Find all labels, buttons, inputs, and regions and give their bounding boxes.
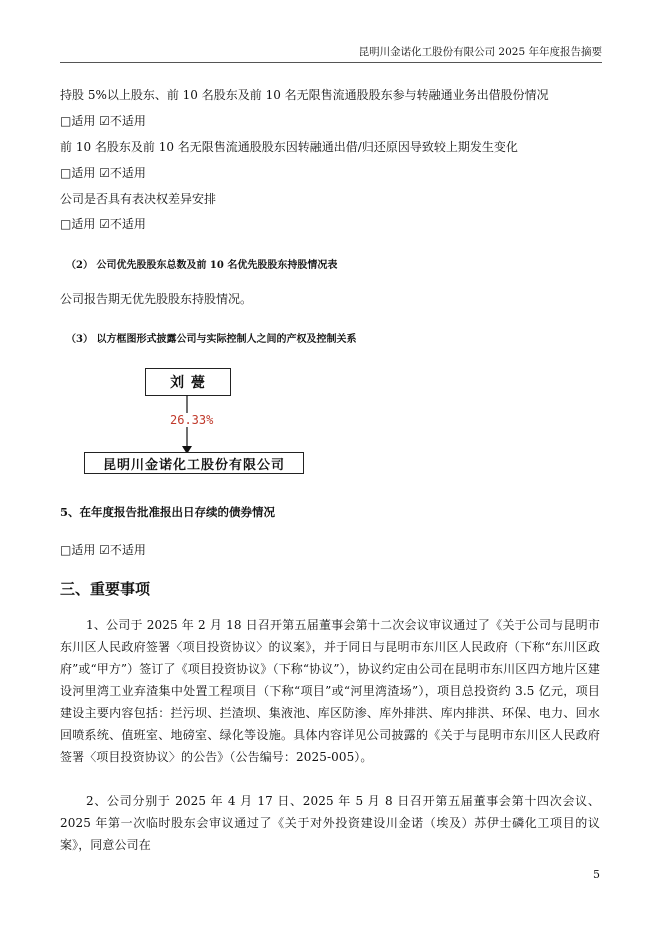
ownership-percentage: 26.33%: [170, 413, 214, 427]
page-number: 5: [593, 868, 600, 881]
major-matter-paragraph-2: 2、公司分别于 2025 年 4 月 17 日、2025 年 5 月 8 日召开第五届董事会第十四次会议、2025 年第一次临时股东会审议通过了《关于对外投资建设川金诺（埃及）苏伊士磷化工项目的议案》，同意公司在: [60, 794, 600, 852]
header-title: 昆明川金诺化工股份有限公司 2025 年年度报告摘要: [358, 46, 602, 58]
section5-heading: 5、在年度报告批准报出日存续的债券情况: [60, 505, 275, 519]
section3-heading: （3） 以方框图形式披露公司与实际控制人之间的产权及控制关系: [66, 334, 357, 345]
major-matters-heading: 三、重要事项: [60, 580, 151, 598]
section2-text: 公司报告期无优先股股东持股情况。: [60, 292, 253, 306]
a2-text: □适用 ☑不适用: [60, 166, 146, 180]
company-box: [84, 452, 304, 474]
a3-text: □适用 ☑不适用: [60, 217, 146, 231]
a1-text: □适用 ☑不适用: [60, 114, 146, 128]
controller-name: 刘 甍: [170, 375, 206, 391]
q3-text: 公司是否具有表决权差异安排: [60, 192, 217, 206]
company-name: 昆明川金诺化工股份有限公司: [102, 457, 285, 473]
section2-heading: （2） 公司优先股股东总数及前 10 名优先股股东持股情况表: [66, 260, 338, 271]
section5-answer: □适用 ☑不适用: [60, 543, 146, 557]
major-matter-paragraph-1: 1、公司于 2025 年 2 月 18 日召开第五届董事会第十二次会议审议通过了《关于公司与昆明市东川区人民政府签署〈项目投资协议〉的议案》，并于同日与昆明市东川区人民政府（下称“东川区政府”或“甲方”）签订了《项目投资协议》（下称“协议”），协议约定由公司在昆明市东川区四方地片区建设河里湾工业弃渣集中处置工程项目（下称“项目”或“河里湾渣场”），项目总投资约 3.5 亿元，项目建设主要内容包括：拦污坝、拦渣坝、集液池、库区防渗、库外排洪、库内排洪、环保、电力、回水回喷系统、值班室、地磅室、绿化等设施。具体内容详见公司披露的《关于与昆明市东川区人民政府签署〈项目投资协议〉的公告》（公告编号：2025-005）。: [60, 618, 600, 764]
q2-text: 前 10 名股东及前 10 名无限售流通股股东因转融通出借/归还原因导致较上期发生变化: [60, 140, 518, 154]
q1-text: 持股 5%以上股东、前 10 名股东及前 10 名无限售流通股股东参与转融通业务出借股份情况: [60, 88, 549, 102]
